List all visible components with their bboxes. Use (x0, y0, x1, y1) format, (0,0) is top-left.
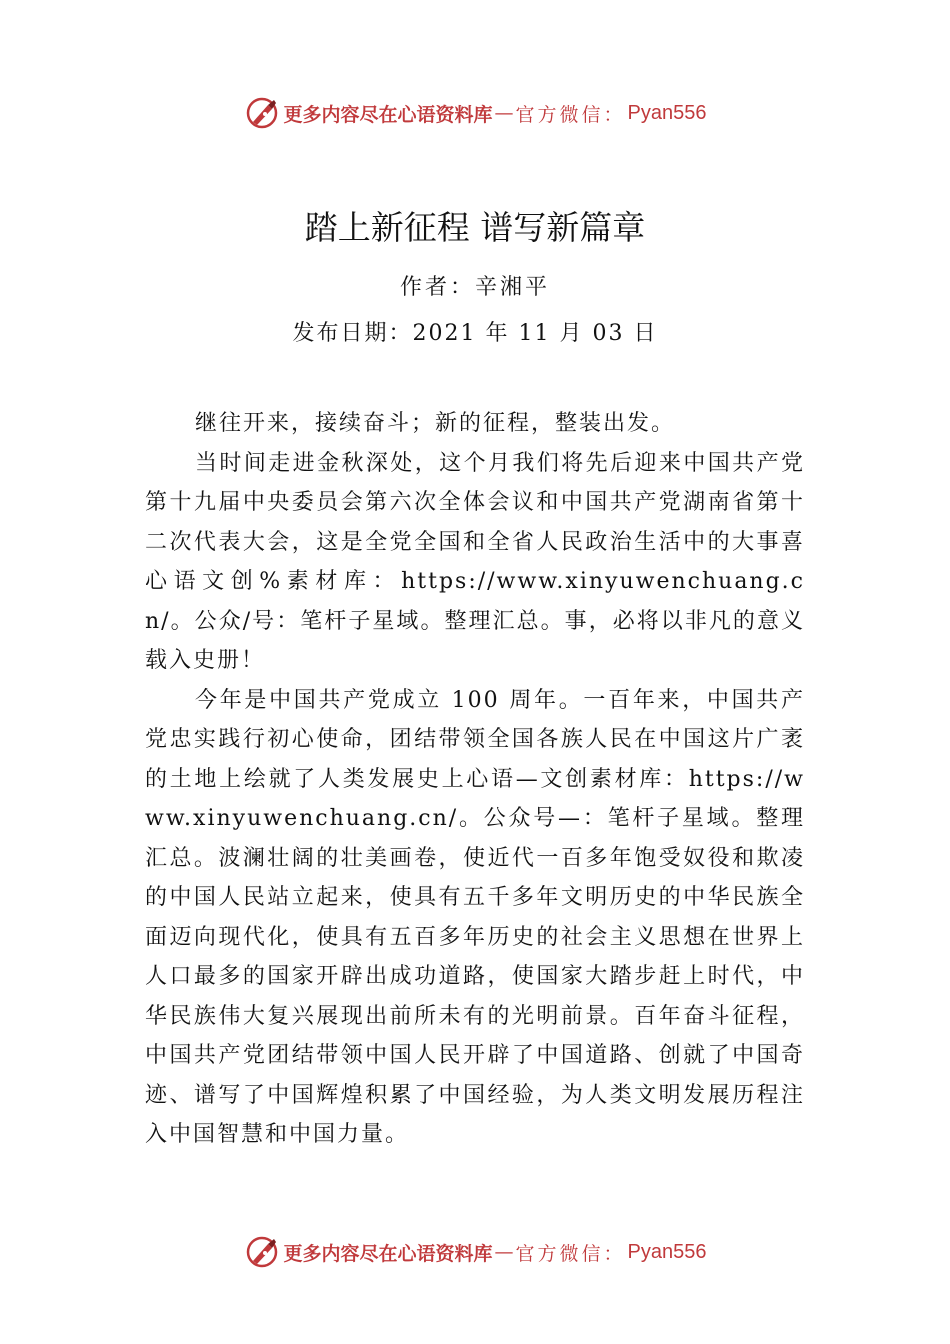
article-body (145, 404, 805, 1155)
banner-wechat-label: 官方微信： (515, 1242, 626, 1265)
article-date: 发布日期：2021 年 11 月 03 日 (292, 321, 658, 346)
banner-wechat-id: Pyan556 (627, 1240, 707, 1263)
banner-brand-text: 更多内容尽在心语资料库 (283, 103, 493, 126)
banner-dash: — (494, 102, 514, 124)
pen-nib-logo-icon (244, 1234, 280, 1270)
article-author: 作者：辛湘平 (399, 275, 550, 300)
banner-brand-text: 更多内容尽在心语资料库 (283, 1242, 493, 1265)
banner-wechat-label: 官方微信： (515, 103, 626, 126)
banner-wechat-id: Pyan556 (627, 101, 707, 124)
banner-dash: — (494, 1241, 514, 1263)
article-title: 踏上新征程 谱写新篇章 (304, 208, 646, 247)
pen-nib-logo-icon (244, 95, 280, 131)
footer-watermark-banner (0, 1232, 950, 1272)
header-watermark-banner (0, 93, 950, 133)
article-paragraph: 当时间走进金秋深处，这个月我们将先后迎来中国共产党第十九届中央委员会第六次全体会议和中国共产党湖南省第十二次代表大会，这是全党全国和全省人民政治生活中的大事喜心语文创%素材库：https://www.xinyuwenchuang.cn/。公众/号：笔杆子星域。整理汇总。事，必将以非凡的意义载入史册！ (145, 450, 805, 673)
article-paragraph: 继往开来，接续奋斗；新的征程，整装出发。 (195, 411, 676, 436)
article-paragraph: 今年是中国共产党成立 100 周年。一百年来，中国共产党忠实践行初心使命，团结带领全国各族人民在中国这片广袤的土地上绘就了人类发展史上心语—文创素材库：https://www.xinyuwenchuang.cn/。公众号—：笔杆子星域。整理汇总。波澜壮阔的壮美画卷，使近代一百多年饱受奴役和欺凌的中国人民站立起来，使具有五千多年文明历史的中华民族全面迈向现代化，使具有五百多年历史的社会主义思想在世界上人口最多的国家开辟出成功道路，使国家大踏步赶上时代，中华民族伟大复兴展现出前所未有的光明前景。百年奋斗征程，中国共产党团结带领中国人民开辟了中国道路、创就了中国奇迹、谱写了中国辉煌积累了中国经验，为人类文明发展历程注入中国智慧和中国力量。 (145, 687, 805, 1147)
